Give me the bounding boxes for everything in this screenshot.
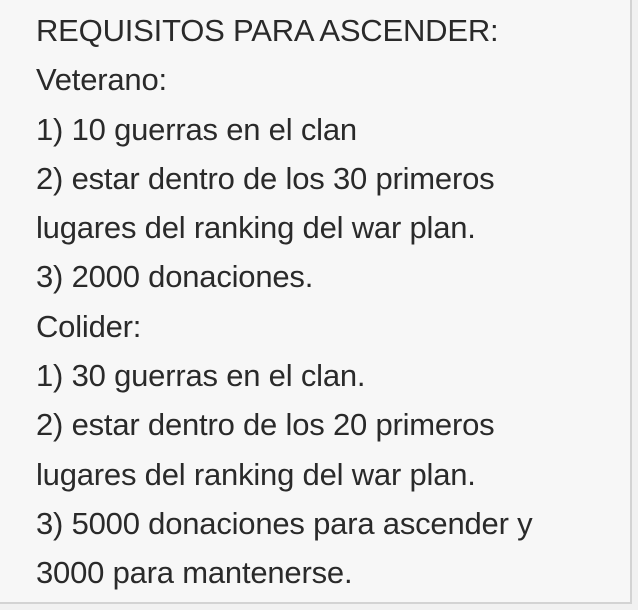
- message-title: REQUISITOS PARA ASCENDER:: [36, 13, 499, 48]
- veterano-heading: Veterano:: [36, 62, 167, 98]
- veterano-requirement-3: 3) 2000 donaciones.: [36, 259, 314, 295]
- veterano-requirement-2-line-2: lugares del ranking del war plan.: [36, 210, 476, 246]
- colider-requirement-2-line-1: 2) estar dentro de los 20 primeros: [36, 407, 495, 443]
- veterano-requirement-1: 1) 10 guerras en el clan: [36, 111, 357, 147]
- colider-requirement-3-line-1: 3) 5000 donaciones para ascender y: [36, 505, 533, 541]
- colider-requirement-3-line-2: 3000 para mantenerse.: [36, 555, 353, 591]
- colider-requirement-1: 1) 30 guerras en el clan.: [36, 358, 366, 394]
- colider-heading: Colider:: [36, 308, 142, 344]
- colider-requirement-2-line-2: lugares del ranking del war plan.: [36, 456, 476, 492]
- veterano-requirement-2-line-1: 2) estar dentro de los 30 primeros: [36, 160, 495, 196]
